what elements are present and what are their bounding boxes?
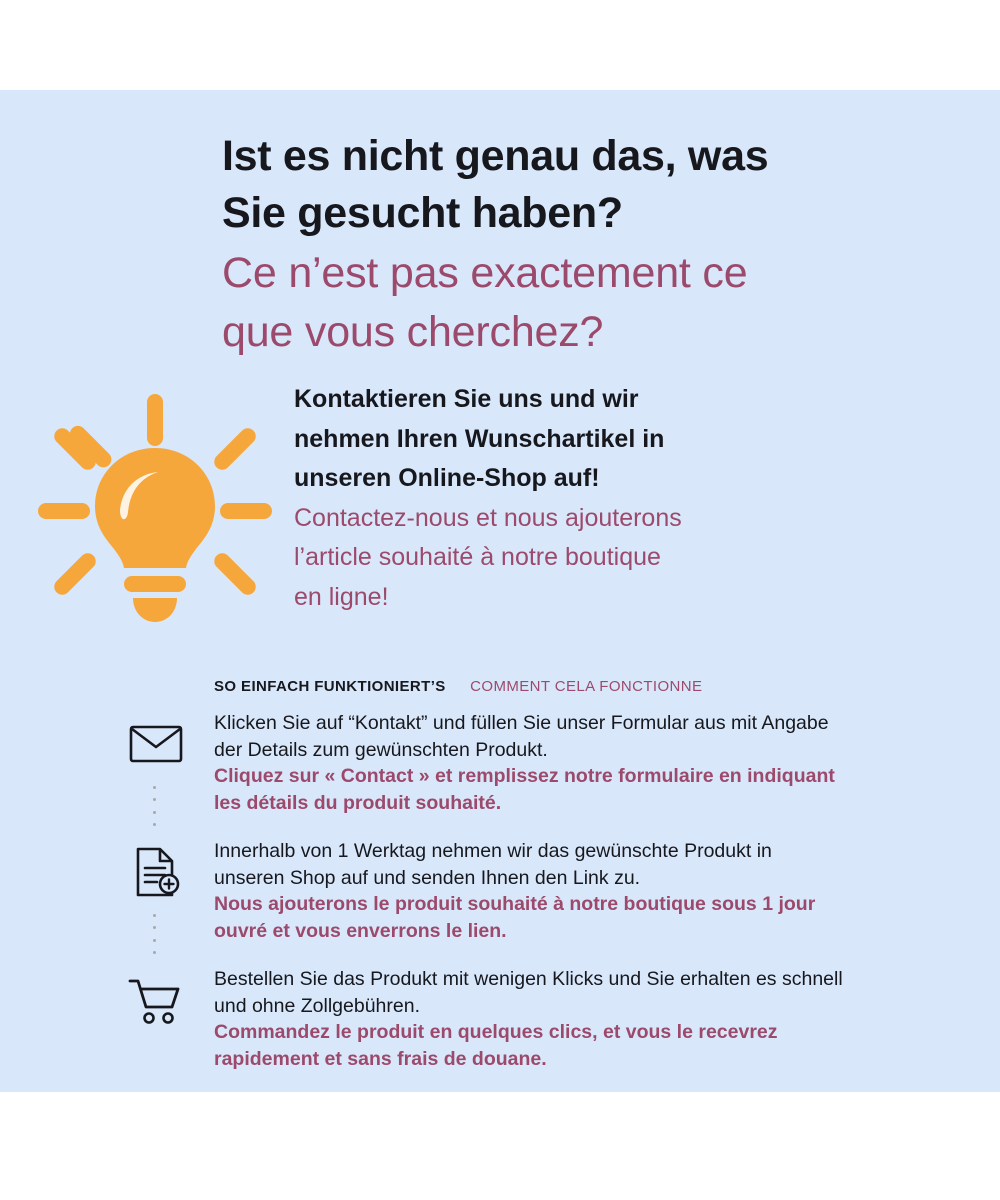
step-text — [214, 966, 930, 1072]
shopping-cart-icon — [128, 972, 184, 1028]
headline-german-line2: Sie gesucht haben? — [222, 188, 623, 237]
step-text — [214, 838, 930, 944]
headline-french-line2: que vous cherchez? — [222, 307, 604, 356]
promo-banner — [0, 90, 1000, 1092]
how-it-works-header — [214, 678, 702, 696]
step-french-line2: les détails du produit souhaité. — [214, 791, 502, 814]
intro-german-line2: nehmen Ihren Wunschartikel in — [294, 424, 665, 453]
how-it-works-label-german: SO EINFACH FUNKTIONIERT’S — [214, 678, 446, 695]
step-german-line1: Bestellen Sie das Produkt mit wenigen Klicks und Sie erhalten es schnell — [214, 968, 843, 990]
steps-list — [0, 710, 1000, 1086]
how-it-works-label-french: COMMENT CELA FONCTIONNE — [470, 678, 703, 695]
intro-german-line3: unseren Online-Shop auf! — [294, 464, 600, 492]
headline-french — [222, 244, 942, 363]
headline-french-line1: Ce n’est pas exactement ce — [222, 248, 748, 297]
step-german-line2: unseren Shop auf und senden Ihnen den Link zu. — [214, 866, 641, 889]
intro-german — [294, 380, 934, 499]
envelope-icon — [128, 716, 184, 772]
step-french-line1: Nous ajouterons le produit souhaité à notre boutique sous 1 jour — [214, 893, 816, 916]
step-german-line1: Klicken Sie auf “Kontakt” und füllen Sie unser Formular aus mit Angabe — [214, 712, 829, 734]
intro-french-line3: en ligne! — [294, 582, 389, 611]
headline-german-line1: Ist es nicht genau das, was — [222, 132, 769, 180]
step-german-line2: der Details zum gewünschten Produkt. — [214, 738, 548, 761]
step-connector-dots — [152, 786, 156, 826]
step-german-line2: und ohne Zollgebühren. — [214, 994, 420, 1017]
intro-french-line2: l’article souhaité à notre boutique — [294, 543, 661, 571]
document-add-icon — [128, 844, 184, 900]
intro-text-block — [294, 380, 934, 617]
step-french-line1: Commandez le produit en quelques clics, et vous le recevrez — [214, 1021, 778, 1044]
intro-german-line1: Kontaktieren Sie uns und wir — [294, 385, 639, 413]
step-item — [0, 710, 1000, 838]
step-connector-dots — [152, 914, 156, 954]
step-text — [214, 710, 930, 816]
step-french-line1: Cliquez sur « Contact » et remplissez notre formulaire en indiquant — [214, 765, 835, 788]
intro-row — [0, 380, 1000, 650]
step-french-line2: rapidement et sans frais de douane. — [214, 1047, 547, 1070]
step-item — [0, 966, 1000, 1086]
headline-block — [222, 128, 942, 362]
step-item — [0, 838, 1000, 966]
step-french-line2: ouvré et vous enverrons le lien. — [214, 919, 507, 942]
lightbulb-icon — [34, 390, 274, 630]
step-german-line1: Innerhalb von 1 Werktag nehmen wir das gewünschte Produkt in — [214, 840, 772, 862]
headline-german — [222, 128, 942, 242]
intro-french-line1: Contactez-nous et nous ajouterons — [294, 503, 682, 532]
intro-french — [294, 499, 934, 618]
